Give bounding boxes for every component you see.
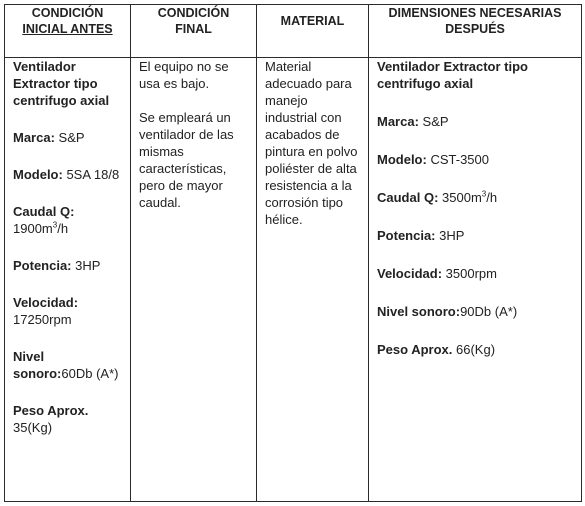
cell-final [131, 58, 257, 502]
initial-caudal: Caudal Q: $1900m^3/h$ [13, 204, 75, 236]
after-potencia: Potencia: 3HP [377, 228, 465, 243]
cell-initial [5, 58, 131, 502]
after-marca: Marca: S&P [377, 114, 449, 129]
initial-marca: Marca: S&P [13, 130, 85, 145]
initial-velocidad: Velocidad: 17250rpm [13, 295, 79, 327]
cell-material [257, 58, 369, 502]
material-text: Material adecuado para manejo industrial con acabados de pintura en polvo poliéster de alta resistencia a la corrosión tipo hélice. [265, 59, 358, 227]
final-paragraph-2: Se empleará un ventilador de las mismas características, pero de mayor caudal. [139, 110, 234, 210]
header-after: DIMENSIONES NECESARIAS DESPUÉS [369, 5, 582, 58]
initial-modelo: Modelo: 5SA 18/8 [13, 167, 120, 182]
after-velocidad: Velocidad: 3500rpm [377, 266, 497, 281]
after-caudal: Caudal Q: $3500m^3/h$ [377, 189, 498, 205]
final-paragraph-1: El equipo no se usa es bajo. [139, 59, 229, 91]
header-material: MATERIAL [257, 5, 369, 58]
spec-table [4, 4, 582, 502]
after-peso: Peso Aprox. 66(Kg) [377, 342, 496, 357]
header-initial: CONDICIÓN INICIAL ANTES [5, 5, 131, 58]
header-final: CONDICIÓN FINAL [131, 5, 257, 58]
header-row [5, 5, 582, 58]
after-title: Ventilador Extractor tipo centrifugo axial [377, 59, 528, 91]
initial-nivel: Nivel sonoro:60Db (A*) [13, 349, 119, 381]
body-row [5, 58, 582, 502]
initial-peso: Peso Aprox. 35(Kg) [13, 403, 89, 435]
after-modelo: Modelo: CST-3500 [377, 152, 489, 167]
cell-after [369, 58, 582, 502]
initial-potencia: Potencia: 3HP [13, 258, 101, 273]
initial-title: Ventilador Extractor tipo centrifugo axial [13, 59, 110, 108]
after-nivel: Nivel sonoro:90Db (A*) [377, 304, 518, 319]
